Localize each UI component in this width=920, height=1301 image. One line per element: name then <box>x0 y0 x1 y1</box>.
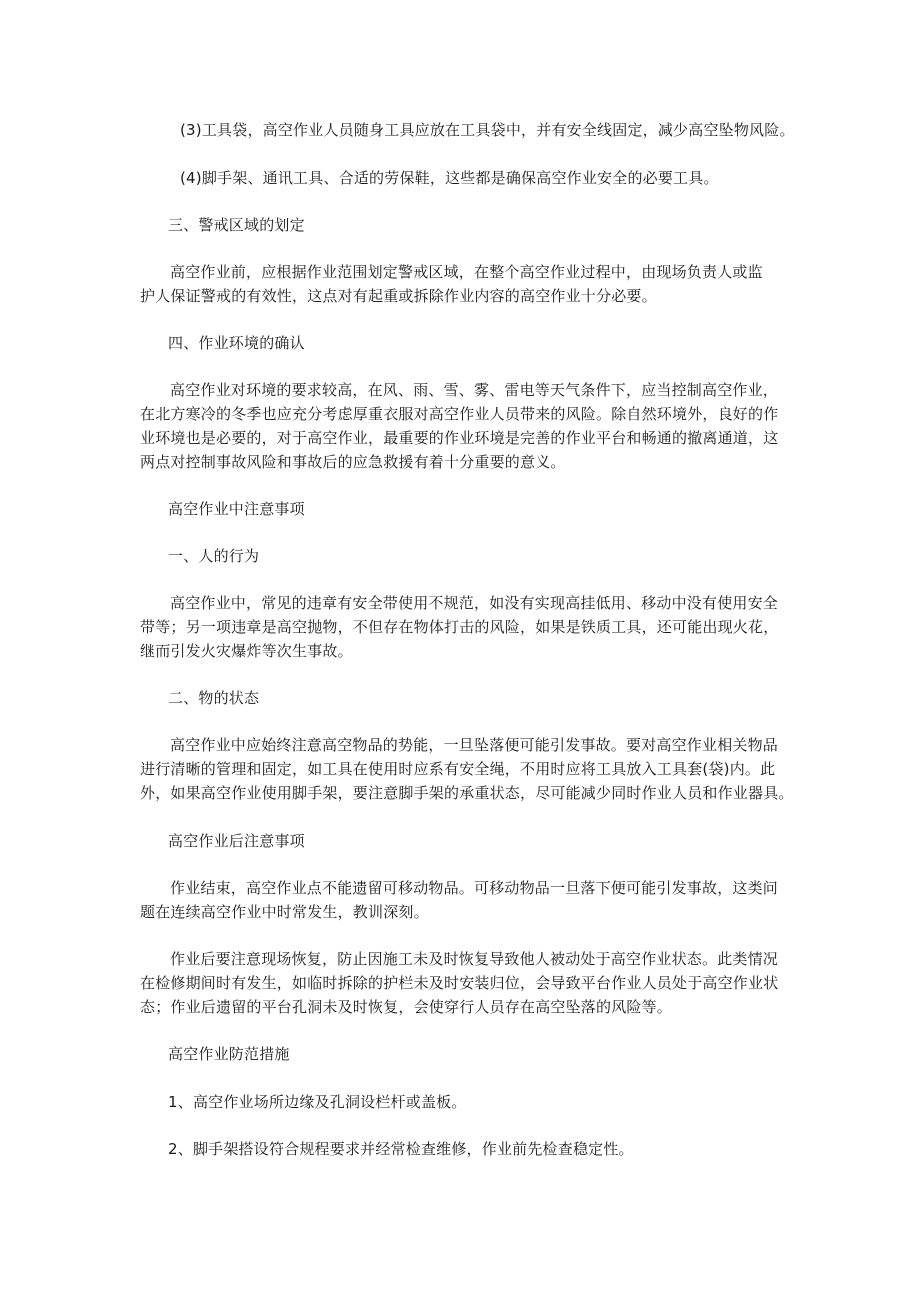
heading-after-work <box>168 829 828 853</box>
heading-during-work <box>168 497 828 521</box>
paragraph-object-state <box>140 733 800 805</box>
list-item-text: 2、脚手架搭设符合规程要求并经常检查维修，作业前先检查稳定性。 <box>168 1140 634 1158</box>
text-line: 作业结束，高空作业点不能遗留可移动物品。可移动物品一旦落下便可能引发事故，这类问 <box>170 879 779 897</box>
paragraph-environment <box>140 378 800 474</box>
text-line: 进行清晰的管理和固定，如工具在使用时应系有安全绳，不用时应将工具放入工具套(袋)内。此 <box>140 760 776 778</box>
paragraph-scaffold-tools <box>180 166 840 190</box>
text-line: 态；作业后遗留的平台孔洞未及时恢复，会使穿行人员存在高空坠落的风险等。 <box>140 998 673 1016</box>
heading-warning-area <box>168 213 828 237</box>
heading-text: 一、人的行为 <box>168 547 260 565</box>
text-line: (3)工具袋，高空作业人员随身工具应放在工具袋中，并有安全线固定，减少高空坠物风险。 <box>180 121 795 139</box>
paragraph-human-behavior <box>140 591 800 663</box>
heading-text: 高空作业后注意事项 <box>168 832 305 850</box>
heading-text: 二、物的状态 <box>168 689 260 707</box>
paragraph-site-restoration <box>140 947 800 1019</box>
heading-text: 四、作业环境的确认 <box>168 334 305 352</box>
paragraph-after-work-items <box>140 876 800 924</box>
text-line: 继而引发火灾爆炸等次生事故。 <box>140 642 353 660</box>
paragraph-warning-area <box>140 260 800 308</box>
text-line: 两点对控制事故风险和事故后的应急救援有着十分重要的意义。 <box>140 453 566 471</box>
text-line: 高空作业中应始终注意高空物品的势能，一旦坠落便可能引发事故。要对高空作业相关物品 <box>170 736 779 754</box>
heading-object-state <box>168 686 828 710</box>
text-line: 护人保证警戒的有效性，这点对有起重或拆除作业内容的高空作业十分必要。 <box>140 287 657 305</box>
list-item-1 <box>168 1090 828 1114</box>
heading-text: 高空作业防范措施 <box>168 1045 290 1063</box>
text-line: 高空作业前，应根据作业范围划定警戒区域，在整个高空作业过程中，由现场负责人或监 <box>170 263 763 281</box>
heading-text: 三、警戒区域的划定 <box>168 216 305 234</box>
text-line: 作业后要注意现场恢复，防止因施工未及时恢复导致他人被动处于高空作业状态。此类情况 <box>170 950 779 968</box>
text-line: 题在连续高空作业中时常发生，教训深刻。 <box>140 903 429 921</box>
text-line: 在检修期间时有发生，如临时拆除的护栏未及时安装归位，会导致平台作业人员处于高空作业状 <box>140 974 779 992</box>
text-line: 在北方寒冷的冬季也应充分考虑厚重衣服对高空作业人员带来的风险。除自然环境外，良好的作 <box>140 405 779 423</box>
heading-human-behavior <box>168 544 828 568</box>
text-line: 高空作业对环境的要求较高，在风、雨、雪、雾、雷电等天气条件下，应当控制高空作业， <box>170 381 779 399</box>
text-line: 带等；另一项违章是高空抛物，不但存在物体打击的风险，如果是铁质工具，还可能出现火花， <box>140 618 779 636</box>
text-line: 业环境也是必要的，对于高空作业，最重要的作业环境是完善的作业平台和畅通的撤离通道，这 <box>140 429 779 447</box>
heading-prevention <box>168 1042 828 1066</box>
text-line: (4)脚手架、通讯工具、合适的劳保鞋，这些都是确保高空作业安全的必要工具。 <box>180 169 719 187</box>
text-line: 高空作业中，常见的违章有安全带使用不规范，如没有实现高挂低用、移动中没有使用安全 <box>170 594 779 612</box>
list-item-text: 1、高空作业场所边缘及孔洞设栏杆或盖板。 <box>168 1093 467 1111</box>
heading-environment <box>168 331 828 355</box>
paragraph-tool-bag <box>180 118 840 142</box>
list-item-2 <box>168 1137 828 1161</box>
text-line: 外，如果高空作业使用脚手架，要注意脚手架的承重状态，尽可能减少同时作业人员和作业器具。 <box>140 784 794 802</box>
heading-text: 高空作业中注意事项 <box>168 500 305 518</box>
